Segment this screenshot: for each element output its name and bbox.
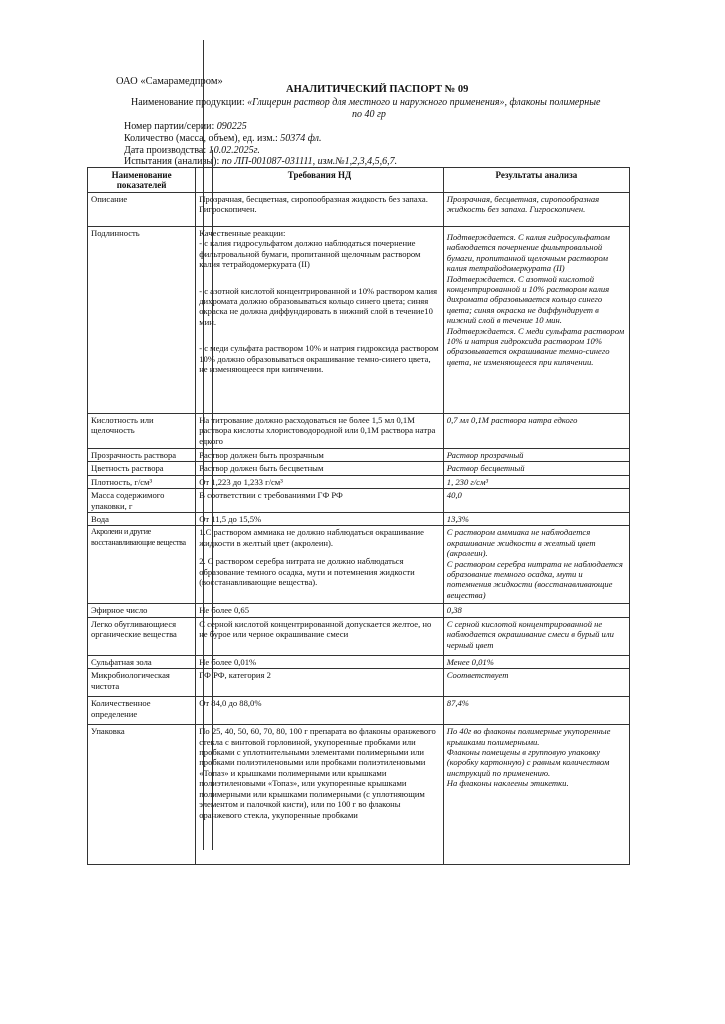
passport-title: АНАЛИТИЧЕСКИЙ ПАСПОРТ № 09 [286, 84, 469, 95]
req-line: - с азотной кислотой концентрированной и 10% раствором калия дихромата должно образовываться кольцо синего цвета; синяя окраска не должна диффундировать в нижний слой в течение10 мин. [199, 285, 438, 327]
row-name: Сульфатная зола [88, 655, 196, 668]
row-name: Масса содержимого упаковки, г [88, 489, 196, 513]
row-res: 13,3% [443, 513, 629, 526]
row-req: По 25, 40, 50, 60, 70, 80, 100 г препарата во флаконы оранжевого стекла с винтовой горловиной, укупоренные пробками или пробками с уплотнительными элементами полимерными или пробками полиэтиленовыми или пробками полиэтиленовыми «Топаз» и крышками полимерными или крышками полиэтиленовыми «Топаз», или укупоренные крышками полимерными или крышками полимерными (с уплотняющим элементом и палочкой кисти), или по 100 г во флаконы оранжевого стекла, укупоренные пробками [196, 725, 444, 865]
row-name: Кислотность или щелочность [88, 414, 196, 449]
analysis-table [87, 167, 630, 865]
row-req: На титрование должно расходоваться не более 1,5 мл 0,1М раствора кислоты хлористоводородной или 0,1М раствора натра едкого [196, 414, 444, 449]
table-row [88, 526, 630, 604]
res-line: Подтверждается. С азотной кислотой концентрированной и 10% раствором калия дихромата образовывается кольцо синего цвета; синяя окраска не диффундирует в нижний слой в течение 10 мин. [446, 273, 610, 326]
res-line: С раствором аммиака не наблюдается окрашивание жидкости в желтый цвет (акролеин). [446, 527, 596, 559]
row-req: Прозрачная, бесцветная, сиропообразная жидкость без запаха. Гигроскопичен. [196, 193, 444, 227]
tests-label: Испытания (анализы): [124, 156, 220, 167]
row-res: Соответствует [443, 669, 629, 697]
row-res [443, 725, 629, 865]
row-res: С серной кислотой концентрированной не наблюдается окрашивание смеси в бурый или черный цвет [443, 617, 629, 655]
row-name: Цветность раствора [88, 462, 196, 475]
quantity-label: Количество (масса, объем), ед. изм.: [124, 133, 278, 144]
row-req: Раствор должен быть бесцветным [196, 462, 444, 475]
row-res: 0,7 мл 0,1М раствора натра едкого [443, 414, 629, 449]
product-value: «Глицерин раствор для местного и наружного применения», флаконы полимерные [247, 97, 601, 108]
table-row [88, 655, 630, 668]
table-row [88, 449, 630, 462]
row-req: От 1,223 до 1,233 г/см³ [196, 475, 444, 488]
row-req: От 11,5 до 15,5% [196, 513, 444, 526]
table-row [88, 414, 630, 449]
req-line: 1.С раствором аммиака не должно наблюдаться окрашивание жидкости в желтый цвет (акролеин). [199, 527, 424, 548]
batch-line [124, 121, 247, 133]
row-req [196, 227, 444, 414]
row-name: Количественное определение [88, 697, 196, 725]
row-name: Микробиологическая чистота [88, 669, 196, 697]
table-row [88, 725, 630, 865]
req-line: - с калия гидросульфатом должно наблюдаться почернение фильтровальной бумаги, пропитанной щелочным раствором калия тетрайодомеркурата (II) [199, 238, 421, 270]
row-req: С серной кислотой концентрированной допускается желтое, но не бурое или черное окрашивание смеси [196, 617, 444, 655]
row-res: Менее 0,01% [443, 655, 629, 668]
date-value: 10.02.2025г. [208, 145, 260, 156]
row-res: Прозрачная, бесцветная, сиропообразная жидкость без запаха. Гигроскопичен. [443, 193, 629, 227]
quantity-line [124, 133, 322, 145]
row-name: Подлинность [88, 227, 196, 414]
header-req: Требования НД [196, 168, 444, 193]
row-req: Не более 0,01% [196, 655, 444, 668]
row-res: 87,4% [443, 697, 629, 725]
res-line: С раствором серебра нитрата не наблюдается образование темного осадка, мути и потемнения жидкости (восстанавливающие вещества) [446, 558, 623, 600]
req-line: - с меди сульфата раствором 10% и натрия гидроксида раствором 10% должно образовываться окрашивание темно-синего цвета, не изменяющееся при кипячении. [199, 343, 439, 375]
date-label: Дата производства: [124, 145, 207, 156]
row-name: Плотность, г/см³ [88, 475, 196, 488]
header-res: Результаты анализа [443, 168, 629, 193]
table-row [88, 513, 630, 526]
res-line: На флаконы наклеены этикетки. [446, 778, 569, 789]
row-res: Раствор бесцветный [443, 462, 629, 475]
row-res: Раствор прозрачный [443, 449, 629, 462]
row-req: Раствор должен быть прозрачным [196, 449, 444, 462]
table-row [88, 489, 630, 513]
row-res: 1, 230 г/см³ [443, 475, 629, 488]
row-req: От 84,0 до 88,0% [196, 697, 444, 725]
res-line: Флаконы помещены в групповую упаковку (коробку картонную) с равным количеством инструкций по применению. [446, 747, 610, 778]
table-row [88, 617, 630, 655]
table-row [88, 227, 630, 414]
table-row [88, 193, 630, 227]
row-name: Описание [88, 193, 196, 227]
table-row [88, 462, 630, 475]
req-line: 2. С раствором серебра нитрата не должно наблюдаться образование темного осадка, мути и потемнения жидкости (восстанавливающие вещества). [199, 556, 415, 588]
tests-value: по ЛП-001087-031111, изм.№1,2,3,4,5,6,7. [221, 156, 398, 167]
row-name: Эфирное число [88, 604, 196, 617]
row-req: Не более 0,65 [196, 604, 444, 617]
table-row [88, 475, 630, 488]
row-res [443, 526, 629, 604]
quantity-value: 50374 фл. [280, 133, 322, 144]
header-name: Наименование показателей [88, 168, 196, 193]
res-line: Подтверждается. С калия гидросульфатом наблюдается почернение фильтровальной бумаги, пропитанной щелочным раствором калия тетрайодомеркурата (II) [446, 232, 610, 274]
row-res: 0,38 [443, 604, 629, 617]
row-res: 40,0 [443, 489, 629, 513]
product-value-2: по 40 гр [352, 109, 386, 120]
res-line: Подтверждается. С меди сульфата раствором 10% и натрия гидроксида раствором 10% образовывается окрашивание темно-синего цвета, не изменяющееся при кипячении. [446, 325, 625, 367]
table-row [88, 697, 630, 725]
row-req: ГФ РФ, категория 2 [196, 669, 444, 697]
batch-label: Номер партии/серии: [124, 121, 215, 132]
row-name: Вода [88, 513, 196, 526]
product-label: Наименование продукции: [131, 97, 245, 108]
table-header-row [88, 168, 630, 193]
company-name: ОАО «Самарамедпром» [116, 76, 223, 87]
row-res [443, 227, 629, 414]
res-line: По 40г во флаконы полимерные укупоренные крышками полимерными. [446, 726, 611, 747]
table-row [88, 604, 630, 617]
row-name: Упаковка [88, 725, 196, 865]
batch-value: 090225 [216, 121, 247, 132]
req-line: Качественные реакции: [199, 228, 286, 238]
row-name: Легко обугливающиеся органические вещества [88, 617, 196, 655]
row-name: Прозрачность раствора [88, 449, 196, 462]
row-name: Акролеин и другие восстанавливающие вещества [88, 526, 196, 604]
row-req: В соответствии с требованиями ГФ РФ [196, 489, 444, 513]
product-line [131, 97, 600, 109]
row-req [196, 526, 444, 604]
table-row [88, 669, 630, 697]
